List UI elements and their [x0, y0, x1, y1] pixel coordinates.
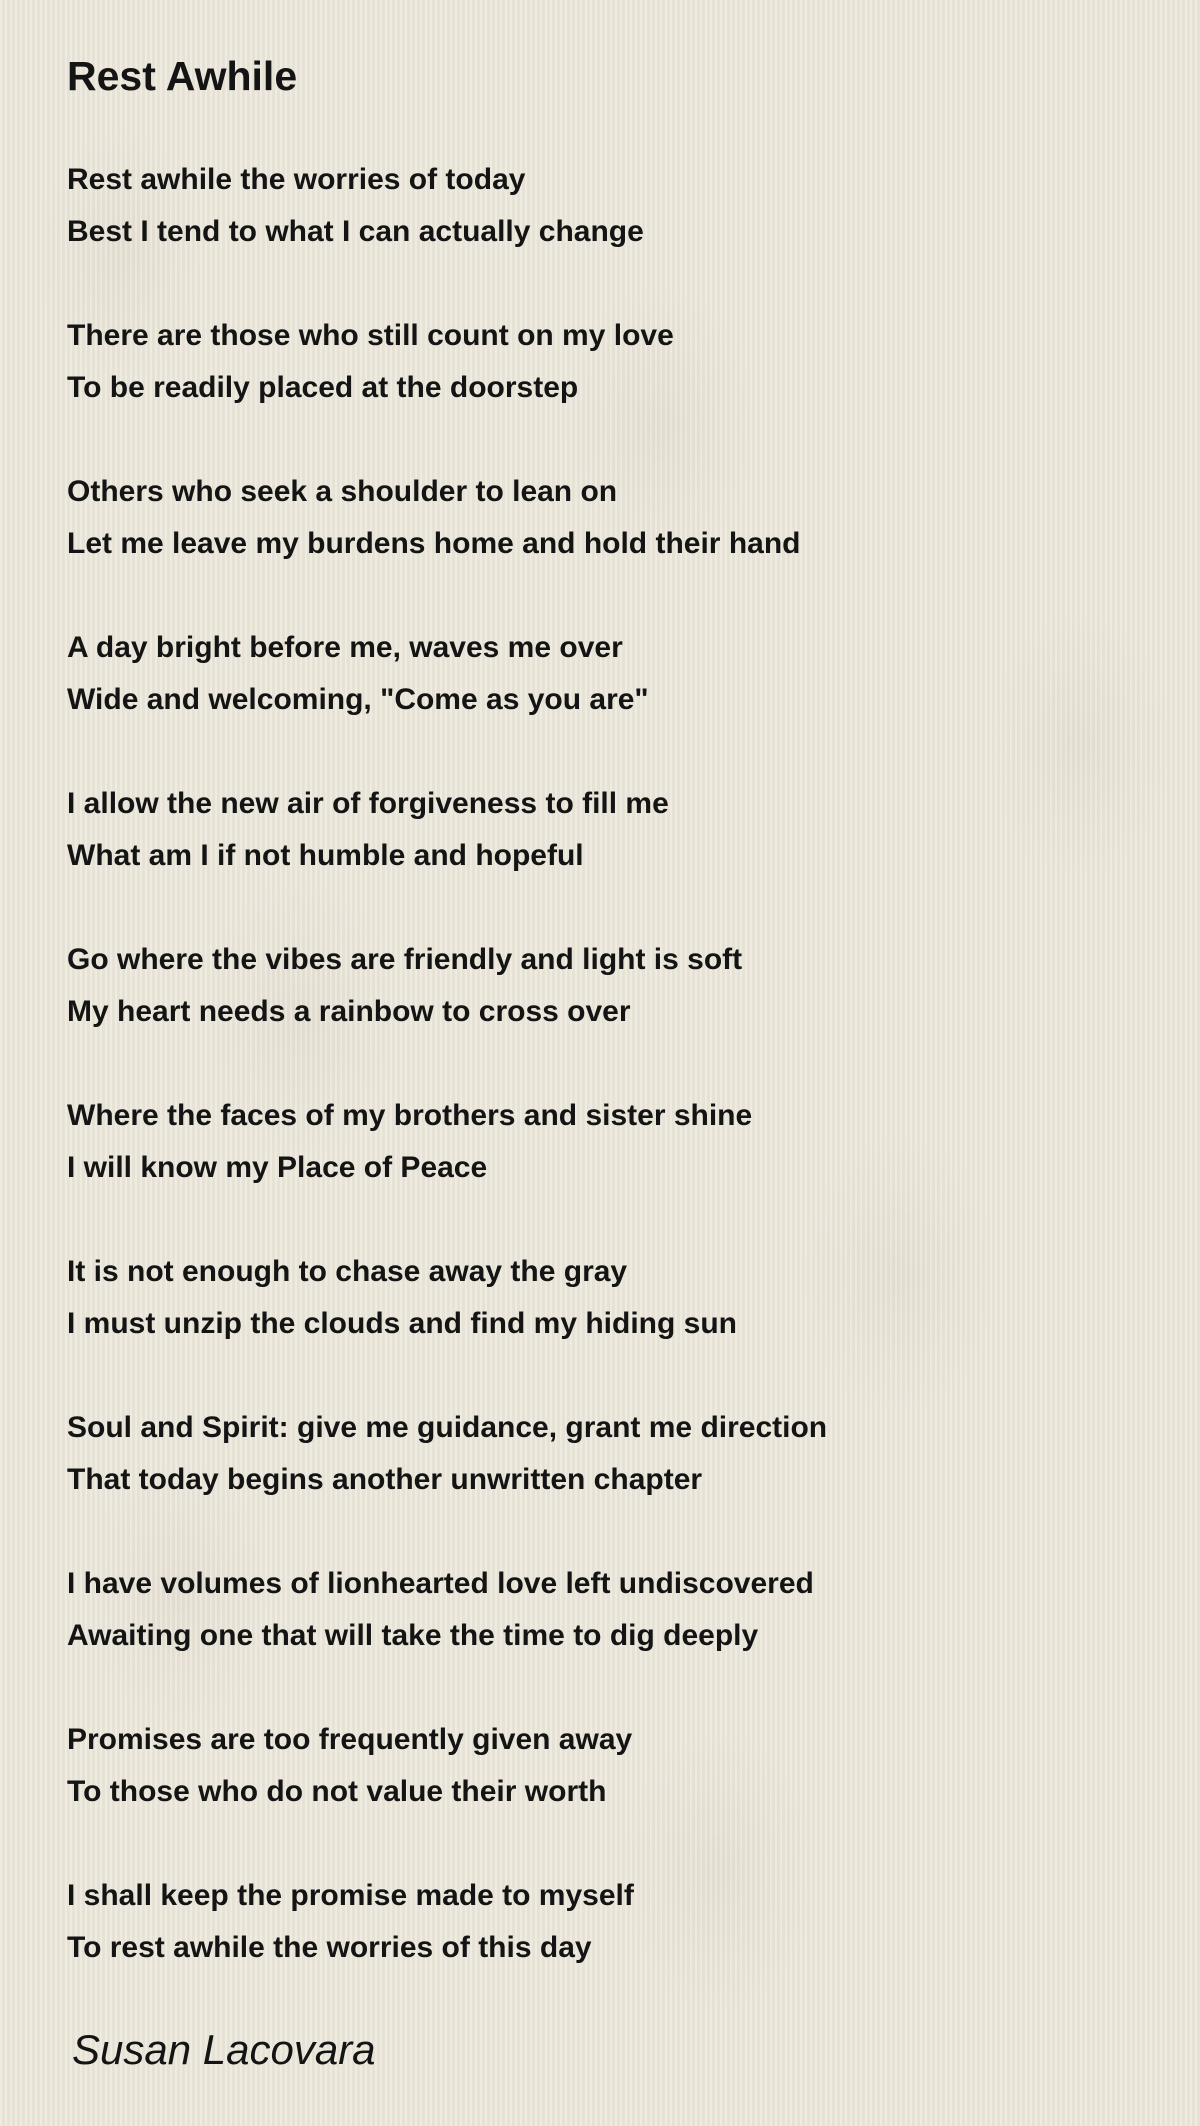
stanza [67, 154, 1147, 258]
poem-line: Promises are too frequently given away [67, 1723, 633, 1756]
poem-line: Rest awhile the worries of today [67, 163, 526, 196]
stanza [67, 622, 1147, 726]
poem-line: I have volumes of lionhearted love left undiscovered [67, 1567, 814, 1600]
poem-line: To be readily placed at the doorstep [67, 371, 579, 404]
poem-line: I must unzip the clouds and find my hiding sun [67, 1307, 737, 1340]
poem-line: Wide and welcoming, "Come as you are" [67, 683, 649, 716]
poem-line: My heart needs a rainbow to cross over [67, 995, 631, 1028]
stanza [67, 310, 1147, 414]
stanza [67, 1714, 1147, 1818]
poem-line: A day bright before me, waves me over [67, 631, 623, 664]
poem-line: I allow the new air of forgiveness to fill me [67, 787, 669, 820]
poem-title: Rest Awhile [67, 53, 298, 99]
poem-line: What am I if not humble and hopeful [67, 839, 584, 872]
stanza [67, 1246, 1147, 1350]
stanza [67, 1558, 1147, 1662]
poem-line: Others who seek a shoulder to lean on [67, 475, 618, 508]
poem-line: Go where the vibes are friendly and light is soft [67, 943, 743, 976]
author-name: Susan Lacovara [72, 2026, 376, 2073]
stanza [67, 1090, 1147, 1194]
stanza [67, 778, 1147, 882]
poem-line: To those who do not value their worth [67, 1775, 607, 1808]
poem-line: I shall keep the promise made to myself [67, 1879, 634, 1912]
poem-line: I will know my Place of Peace [67, 1151, 488, 1184]
poem-line: To rest awhile the worries of this day [67, 1931, 592, 1964]
poem-line: That today begins another unwritten chapter [67, 1463, 703, 1496]
poem-container [67, 50, 1147, 2026]
poem-line: It is not enough to chase away the gray [67, 1255, 628, 1288]
stanza [67, 466, 1147, 570]
poem-line: Where the faces of my brothers and sister shine [67, 1099, 753, 1132]
poem-line: There are those who still count on my love [67, 319, 674, 352]
poem-line: Let me leave my burdens home and hold their hand [67, 527, 801, 560]
poem-line: Best I tend to what I can actually change [67, 215, 644, 248]
stanza [67, 1402, 1147, 1506]
poem-line: Awaiting one that will take the time to dig deeply [67, 1619, 759, 1652]
poem-line: Soul and Spirit: give me guidance, grant me direction [67, 1411, 828, 1444]
stanza [67, 934, 1147, 1038]
stanza [67, 1870, 1147, 1974]
